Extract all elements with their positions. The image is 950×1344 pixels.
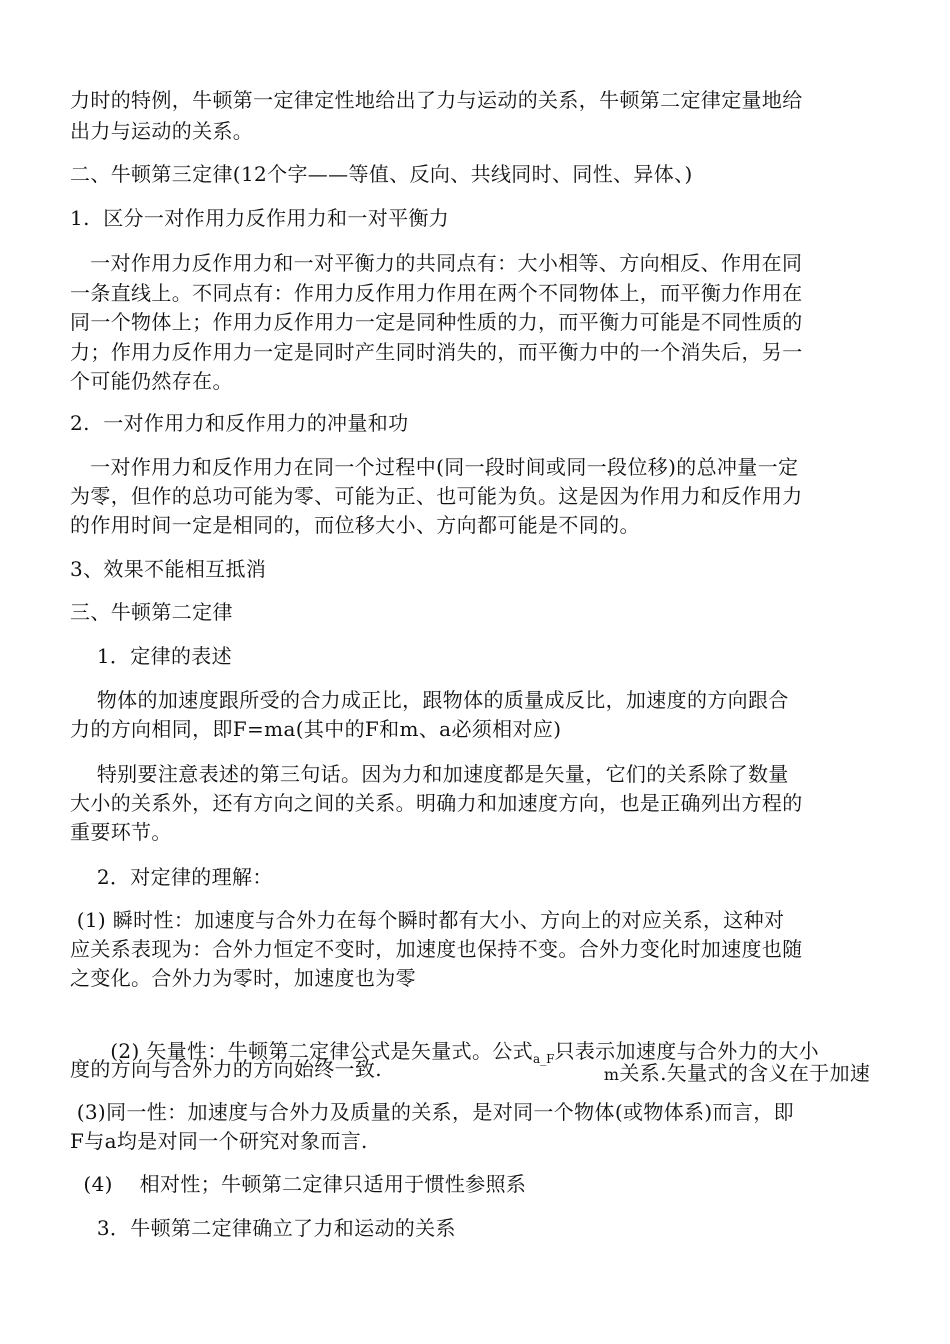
intro-line-1: 力时的特例，牛顿第一定律定性地给出了力与运动的关系，牛顿第二定律定量地给 xyxy=(70,88,803,112)
section-2-heading: 二、牛顿第三定律(12个字——等值、反向、共线同时、同性、异体、) xyxy=(70,162,693,186)
sub-1-note-line: 重要环节。 xyxy=(70,820,172,844)
understand-2-line-2-text: 关系.矢量式的含义在于加速 xyxy=(619,1061,871,1085)
sub-1-note-line: 特别要注意表述的第三句话。因为力和加速度都是矢量，它们的关系除了数量 xyxy=(70,762,789,786)
sub-1-note-line: 大小的关系外，还有方向之间的关系。明确力和加速度方向，也是正确列出方程的 xyxy=(70,791,803,815)
understand-3-line: F与a均是对同一个研究对象而言. xyxy=(70,1129,368,1153)
item-2-para-line: 的作用时间一定是相同的，而位移大小、方向都可能是不同的。 xyxy=(70,513,640,537)
understand-1-line: 应关系表现为：合外力恒定不变时，加速度也保持不变。合外力变化时加速度也随 xyxy=(70,937,803,961)
understand-1-line: (1) 瞬时性：加速度与合外力在每个瞬时都有大小、方向上的对应关系，这种对 xyxy=(70,908,785,932)
understand-3-line: (3)同一性：加速度与合外力及质量的关系，是对同一个物体(或物体系)而言，即 xyxy=(70,1100,794,1124)
item-2-para-line: 一对作用力和反作用力在同一个过程中(同一段时间或同一段位移)的总冲量一定 xyxy=(70,455,799,479)
item-1-para-line: 同一个物体上；作用力反作用力一定是同种性质的力，而平衡力可能是不同性质的 xyxy=(70,310,803,334)
sub-2-title: 2．对定律的理解： xyxy=(70,865,273,889)
understand-2-after: 只表示加速度与合外力的大小 xyxy=(554,1039,820,1063)
understand-2-line-3: 度的方向与合外力的方向始终一致. xyxy=(70,1057,382,1081)
item-1-title: 1. 区分一对作用力反作用力和一对平衡力 xyxy=(70,206,450,230)
formula-fraction-bottom: m xyxy=(603,1065,620,1084)
sub-3-title: 3．牛顿第二定律确立了力和运动的关系 xyxy=(70,1216,456,1240)
item-2-title: 2. 一对作用力和反作用力的冲量和功 xyxy=(70,411,409,435)
intro-line-2: 出力与运动的关系。 xyxy=(70,119,254,143)
understand-2-before: (2) 矢量性：牛顿第二定律公式是矢量式。公式 xyxy=(96,1039,533,1063)
sub-1-para-line: 力的方向相同，即F=ma(其中的F和m、a必须相对应) xyxy=(70,717,562,741)
item-2-para-line: 为零，但作的总功可能为零、可能为正、也可能为负。这是因为作用力和反作用力 xyxy=(70,484,803,508)
item-1-para-line: 个可能仍然存在。 xyxy=(70,369,233,393)
item-1-para-line: 一对作用力反作用力和一对平衡力的共同点有：大小相等、方向相反、作用在同 xyxy=(70,251,803,275)
item-1-para-line: 一条直线上。不同点有：作用力反作用力作用在两个不同物体上，而平衡力作用在 xyxy=(70,281,803,305)
formula-fraction-top: a_F xyxy=(533,1052,555,1066)
sub-1-para-line: 物体的加速度跟所受的合力成正比，跟物体的质量成反比，加速度的方向跟合 xyxy=(70,688,789,712)
item-1-para-line: 力；作用力反作用力一定是同时产生同时消失的，而平衡力中的一个消失后，另一 xyxy=(70,340,803,364)
sub-1-title: 1．定律的表述 xyxy=(70,644,233,668)
understand-1-line: 之变化。合外力为零时，加速度也为零 xyxy=(70,966,416,990)
section-3-heading: 三、牛顿第二定律 xyxy=(70,600,233,624)
understand-4-line: (4) 相对性；牛顿第二定律只适用于惯性参照系 xyxy=(70,1172,527,1196)
item-3-title: 3、效果不能相互抵消 xyxy=(70,557,267,581)
